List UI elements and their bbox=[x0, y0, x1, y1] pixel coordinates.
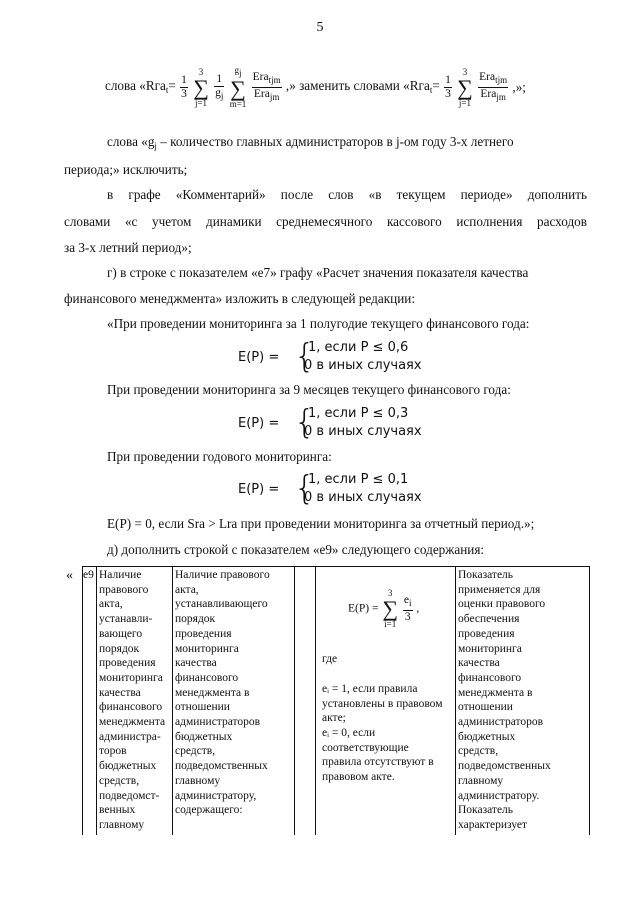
sum-symbol: 3 ∑ i=1 bbox=[382, 587, 399, 629]
piecewise-formula-2: E(P) = { 1, если P ≤ 0,3 0 в иных случаях bbox=[238, 402, 422, 441]
paragraph-line: финансового менеджмента» изложить в следующей редакции: bbox=[64, 291, 415, 306]
table-cell-description: Наличие правового акта, устанавливающего порядок проведения мониторинга качества финансового менеджмента в отношении администраторов бюджетных средств, подведомственных главному администратору, содержащего: bbox=[173, 567, 295, 835]
paragraph-line: в графе «Комментарий» после слов «в текущем периоде» дополнить bbox=[107, 187, 587, 202]
table-cell-blank bbox=[295, 567, 316, 835]
fraction-ei-over-3: $\frac{e_i}{3}$ bbox=[403, 593, 412, 623]
fraction-one-over-gj: $\frac{1}{g_j}$ bbox=[215, 72, 224, 101]
paragraph-line: д) дополнить строкой с показателем «e9» следующего содержания: bbox=[107, 542, 485, 557]
line1-tail: ,»; bbox=[512, 79, 526, 95]
line1-mid: ,» заменить словами «Rгa$_t$= bbox=[285, 77, 440, 95]
paragraph-line: г) в строке с показателем «e7» графу «Расчет значения показателя качества bbox=[107, 265, 529, 280]
table-quote-mark: « bbox=[66, 568, 73, 583]
table-cell-formula bbox=[316, 567, 456, 835]
piecewise-formula-1: E(P) = { 1, если P ≤ 0,6 0 в иных случаях bbox=[238, 336, 422, 375]
line1-lead: слова «Rгa$_t$= bbox=[105, 77, 176, 95]
table-formula-notes: где eᵢ = 1, если правила установлены в правовом акте; eᵢ = 0, если соответствующие правила отсутствуют в правовом акте. bbox=[322, 653, 443, 784]
paragraph-line: При проведении мониторинга за 9 месяцев текущего финансового года: bbox=[107, 382, 511, 397]
paragraph-line: При проведении годового мониторинга: bbox=[107, 449, 332, 464]
table-cell-code: e9 bbox=[83, 567, 97, 835]
piecewise-formula-3: E(P) = { 1, если P ≤ 0,1 0 в иных случаях bbox=[238, 468, 422, 507]
paragraph-line: периода;» исключить; bbox=[64, 162, 188, 177]
paragraph-line: слова «$g_j$ – количество главных администраторов в j-ом году 3-х летнего bbox=[107, 134, 514, 151]
table-cell-name: Наличие правового акта, устанавли- вающего порядок проведения мониторинга качества финансового менеджмента администра- торов бюджетных средств, подведомст- венных главному bbox=[97, 567, 173, 835]
formula-line-rga bbox=[105, 66, 526, 122]
sum-symbol: gj ∑ m=1 bbox=[229, 65, 247, 109]
table-formula: E(P) = 3 ∑ i=1 $\frac{e_i}{3}$ , bbox=[348, 587, 420, 629]
paragraph-line: за 3-х летний период»; bbox=[64, 240, 192, 255]
paragraph-line: словами «с учетом динамики среднемесячного кассового исполнения расходов bbox=[64, 214, 587, 229]
fraction-one-third: $\frac{1}{3}$ bbox=[181, 74, 187, 100]
fraction-one-third: $\frac{1}{3}$ bbox=[445, 74, 451, 100]
fraction-era: $\frac{Erа_{tjm}}{Erа_{jm}}$ bbox=[479, 71, 508, 102]
indicator-table bbox=[82, 566, 590, 835]
table-cell-comment: Показатель применяется для оценки правового обеспечения проведения мониторинга качества финансового менеджмента в отношении администраторов бюджетных средств, подведомственных главному администратору. Показатель характеризует bbox=[458, 569, 551, 831]
paragraph-line: E(P) = 0, если Sra > Lra при проведении мониторинга за отчетный период.»; bbox=[107, 516, 535, 531]
sum-symbol: 3 ∑ j=1 bbox=[193, 66, 209, 108]
paragraph-line: «При проведении мониторинга за 1 полугодие текущего финансового года: bbox=[107, 316, 530, 331]
page-number: 5 bbox=[316, 20, 324, 35]
sum-symbol: 3 ∑ j=1 bbox=[457, 66, 473, 108]
fraction-era: $\frac{Erа_{tjm}}{Erа_{jm}}$ bbox=[252, 71, 281, 102]
